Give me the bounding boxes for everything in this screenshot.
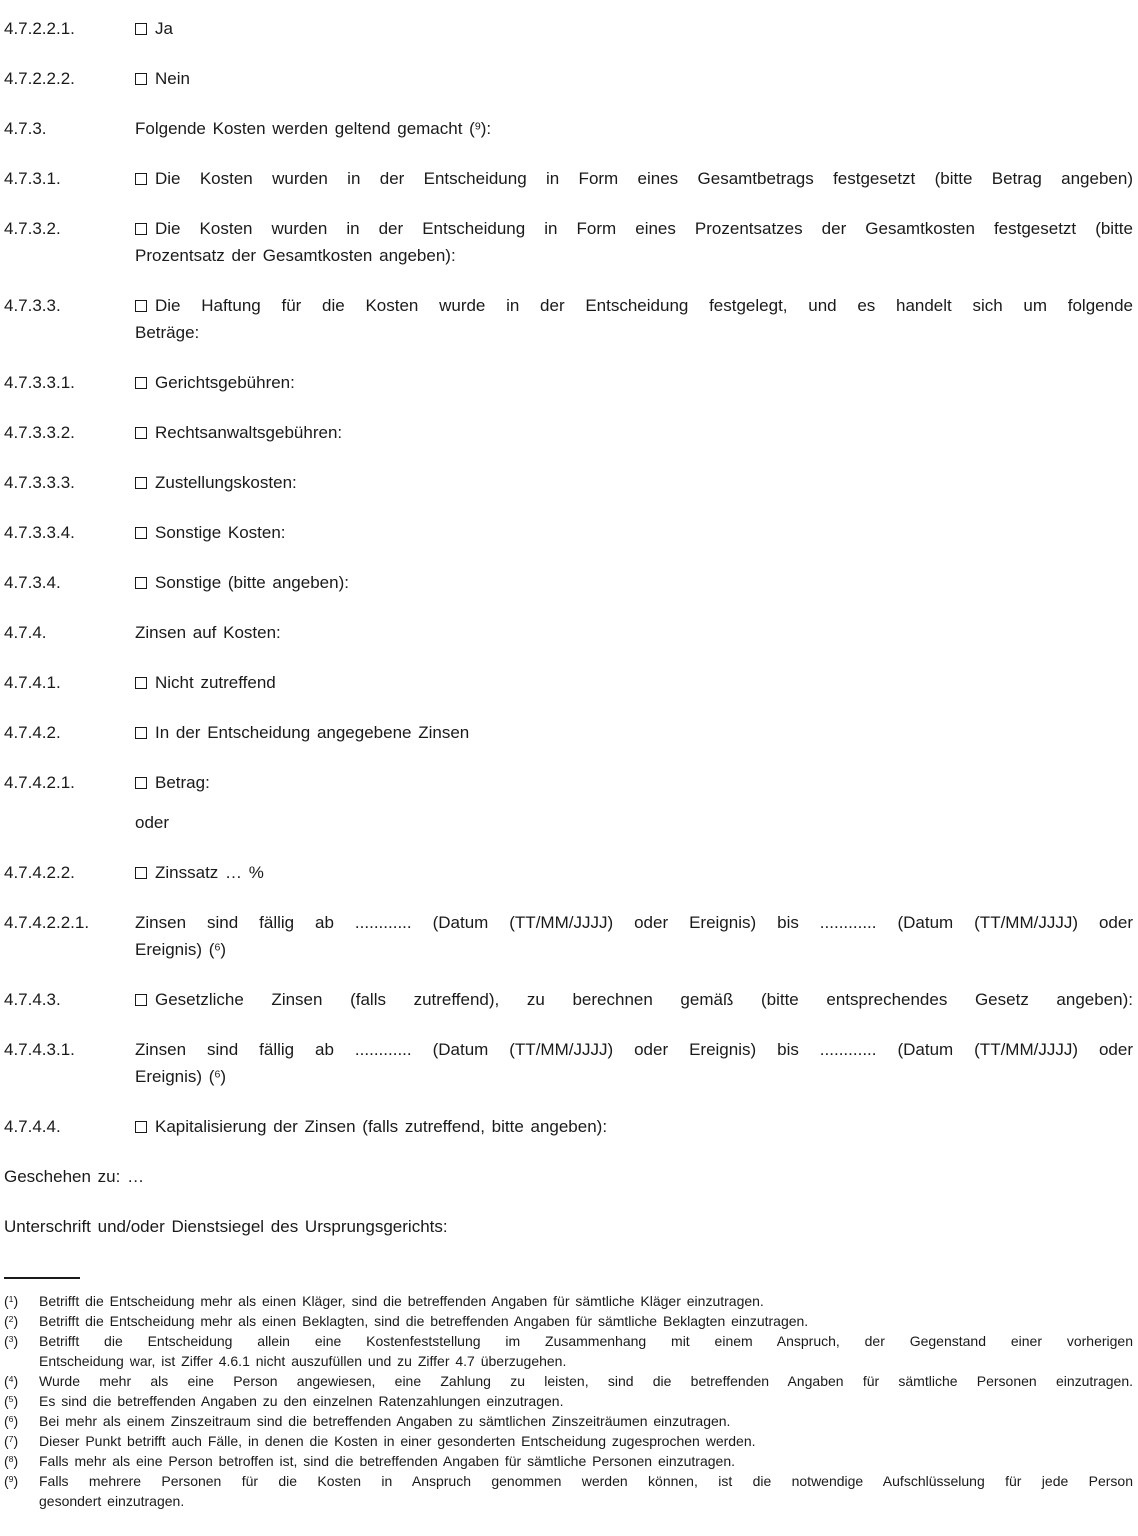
item-text (135, 15, 1133, 42)
text-segment: Betrifft die Entscheidung mehr als einen Beklagten, sind die betreffenden Angaben für sämtliche Beklagten einzutragen. (39, 1313, 809, 1329)
text-segment: Folgende Kosten werden geltend gemacht ( (135, 119, 475, 138)
text-line (135, 242, 1133, 269)
footnote-marker: ($^7$) (4, 1433, 19, 1449)
closing-signature-line: Unterschrift und/oder Dienstsiegel des Ursprungsgerichts: (4, 1217, 448, 1236)
text-line (135, 1036, 1133, 1063)
item-number: 4.7.2.2.2. (4, 69, 75, 88)
item-text (135, 215, 1133, 269)
text-line (39, 1291, 1133, 1311)
text-line (135, 519, 1133, 546)
empty-checkbox[interactable] (135, 527, 147, 539)
item-number: 4.7.3.2. (4, 219, 61, 238)
text-segment: Ja (155, 19, 173, 38)
text-line (39, 1491, 1133, 1511)
text-segment: Zinsen auf Kosten: (135, 623, 281, 642)
text-line (135, 419, 1133, 446)
footnote-marker: ($^6$) (4, 1413, 19, 1429)
text-segment: Betrifft die Entscheidung mehr als einen Kläger, sind die betreffenden Angaben für sämtliche Kläger einzutragen. (39, 1293, 764, 1309)
text-segment: Zinsen sind fällig ab ............ (Datum (TT/MM/JJJJ) oder Ereignis) bis ............ (Datum (TT/MM/JJJJ) oder (135, 913, 1133, 932)
text-line (135, 215, 1133, 242)
empty-checkbox[interactable] (135, 477, 147, 489)
empty-checkbox[interactable] (135, 427, 147, 439)
text-line (135, 319, 1133, 346)
footnote-text (39, 1411, 1133, 1431)
empty-checkbox[interactable] (135, 1121, 147, 1133)
item-number: 4.7.3.4. (4, 573, 61, 592)
text-segment: Zinsen sind fällig ab ............ (Datum (TT/MM/JJJJ) oder Ereignis) bis ............ (Datum (TT/MM/JJJJ) oder (135, 1040, 1133, 1059)
text-segment: Prozentsatz der Gesamtkosten angeben): (135, 246, 456, 265)
item-text (135, 719, 1133, 746)
text-segment: gesondert einzutragen. (39, 1493, 185, 1509)
footnote-text (39, 1331, 1133, 1371)
item-number: 4.7.3. (4, 119, 47, 138)
text-line (135, 369, 1133, 396)
form-item-4-7-4-3-1 (4, 1036, 1133, 1090)
item-text (135, 986, 1133, 1013)
empty-checkbox[interactable] (135, 73, 147, 85)
text-segment: Ereignis) ( (135, 1067, 215, 1086)
text-segment: Wurde mehr als eine Person angewiesen, eine Zahlung zu leisten, sind die betreffenden Angaben für sämtliche Personen einzutragen. (39, 1373, 1133, 1389)
item-text (135, 769, 1133, 796)
footnote-reference: 6 (214, 941, 221, 954)
item-number: 4.7.2.2.1. (4, 19, 75, 38)
text-line (39, 1391, 1133, 1411)
text-segment: Die Haftung für die Kosten wurde in der Entscheidung festgelegt, und es handelt sich um folgende (155, 296, 1133, 315)
item-text (135, 519, 1133, 546)
empty-checkbox[interactable] (135, 994, 147, 1006)
footnote-3 (4, 1331, 1133, 1371)
text-line (135, 569, 1133, 596)
footnote-marker-number: 2 (8, 1314, 14, 1325)
text-segment: Rechtsanwaltsgebühren: (155, 423, 343, 442)
closing-place-line: Geschehen zu: … (4, 1167, 145, 1186)
footnote-marker: ($^1$) (4, 1293, 19, 1309)
footnote-text (39, 1371, 1133, 1391)
item-number: 4.7.4.3. (4, 990, 61, 1009)
footnote-text (39, 1451, 1133, 1471)
text-segment: In der Entscheidung angegebene Zinsen (155, 723, 470, 742)
item-number: 4.7.4.2.2. (4, 863, 75, 882)
empty-checkbox[interactable] (135, 777, 147, 789)
footnote-4 (4, 1371, 1133, 1391)
form-item-4-7-2-2-2 (4, 65, 1133, 92)
text-line (135, 115, 1133, 142)
text-line (39, 1331, 1133, 1351)
form-item-4-7-4-4 (4, 1113, 1133, 1140)
footnote-marker-number: 6 (8, 1414, 14, 1425)
form-item-4-7-4-2 (4, 719, 1133, 746)
item-text (135, 65, 1133, 92)
item-number: 4.7.4.2.2.1. (4, 913, 90, 932)
text-segment: Gesetzliche Zinsen (falls zutreffend), zu berechnen gemäß (bitte entsprechendes Gesetz angeben): (155, 990, 1133, 1009)
text-line (39, 1471, 1133, 1491)
text-segment: Dieser Punkt betrifft auch Fälle, in denen die Kosten in einer gesonderten Entscheidung zugesprochen werden. (39, 1433, 756, 1449)
text-segment: Sonstige (bitte angeben): (155, 573, 349, 592)
footnote-marker-number: 7 (8, 1434, 14, 1445)
text-line (135, 909, 1133, 936)
empty-checkbox[interactable] (135, 867, 147, 879)
text-line (135, 986, 1133, 1013)
footnote-marker-number: 5 (8, 1394, 14, 1405)
text-segment: Betrifft die Entscheidung allein eine Kostenfeststellung im Zusammenhang mit einem Anspruch, der Gegenstand einer vorherigen (39, 1333, 1133, 1349)
text-line (135, 165, 1133, 192)
footnote-2 (4, 1311, 1133, 1331)
empty-checkbox[interactable] (135, 377, 147, 389)
item-number: 4.7.3.3.1. (4, 373, 75, 392)
footnote-1 (4, 1291, 1133, 1311)
text-segment: Sonstige Kosten: (155, 523, 286, 542)
footnote-marker-number: 1 (8, 1294, 14, 1305)
item-number: 4.7.4. (4, 623, 47, 642)
text-line (135, 15, 1133, 42)
text-segment: Zinssatz … % (155, 863, 264, 882)
closing-lines (4, 1163, 1133, 1240)
text-segment: Entscheidung war, ist Ziffer 4.6.1 nicht auszufüllen und zu Ziffer 4.7 überzugehen. (39, 1353, 567, 1369)
text-segment: Es sind die betreffenden Angaben zu den einzelnen Ratenzahlungen einzutragen. (39, 1393, 564, 1409)
form-item-4-7-4-2-2 (4, 859, 1133, 886)
item-text (135, 569, 1133, 596)
text-segment: Betrag: (155, 773, 210, 792)
text-segment: Nicht zutreffend (155, 673, 276, 692)
text-segment: Falls mehr als eine Person betroffen ist, sind die betreffenden Angaben für sämtliche Personen einzutragen. (39, 1453, 736, 1469)
item-text (135, 809, 1133, 836)
item-text (135, 669, 1133, 696)
text-line (135, 1113, 1133, 1140)
empty-checkbox[interactable] (135, 677, 147, 689)
text-line (135, 619, 1133, 646)
item-text (135, 619, 1133, 646)
footnote-text (39, 1291, 1133, 1311)
empty-checkbox[interactable] (135, 223, 147, 235)
item-number: 4.7.4.3.1. (4, 1040, 75, 1059)
text-segment: Nein (155, 69, 190, 88)
form-item-continuation (4, 809, 1133, 836)
text-segment: Bei mehr als einem Zinszeitraum sind die betreffenden Angaben zu sämtlichen Zinszeiträumen einzutragen. (39, 1413, 731, 1429)
footnote-text (39, 1391, 1133, 1411)
text-segment: Kapitalisierung der Zinsen (falls zutreffend, bitte angeben): (155, 1117, 608, 1136)
text-line (39, 1371, 1133, 1391)
item-text (135, 859, 1133, 886)
text-line (135, 719, 1133, 746)
form-item-4-7-4-2-1 (4, 769, 1133, 796)
item-number: 4.7.3.3. (4, 296, 61, 315)
footnote-text (39, 1471, 1133, 1511)
form-item-4-7-2-2-1 (4, 15, 1133, 42)
text-segment: Zustellungskosten: (155, 473, 297, 492)
footnote-reference: 6 (214, 1068, 221, 1081)
item-text (135, 1113, 1133, 1140)
item-number: 4.7.3.1. (4, 169, 61, 188)
item-number: 4.7.3.3.2. (4, 423, 75, 442)
text-line (135, 769, 1133, 796)
empty-checkbox[interactable] (135, 727, 147, 739)
text-line (135, 859, 1133, 886)
footnote-marker: ($^8$) (4, 1453, 19, 1469)
empty-checkbox[interactable] (135, 23, 147, 35)
text-segment: ) (220, 940, 226, 959)
text-segment: Falls mehrere Personen für die Kosten in Anspruch genommen werden können, ist die notwendige Aufschlüsselung für jede Person (39, 1473, 1133, 1489)
form-item-4-7-3-3-1 (4, 369, 1133, 396)
text-segment: Gerichtsgebühren: (155, 373, 295, 392)
item-text (135, 469, 1133, 496)
item-number: 4.7.3.3.3. (4, 473, 75, 492)
footnote-5 (4, 1391, 1133, 1411)
text-segment: oder (135, 813, 170, 832)
empty-checkbox[interactable] (135, 173, 147, 185)
form-item-4-7-4-3 (4, 986, 1133, 1013)
footnote-7 (4, 1431, 1133, 1451)
item-number: 4.7.3.3.4. (4, 523, 75, 542)
text-line (39, 1431, 1133, 1451)
text-segment: Die Kosten wurden in der Entscheidung in Form eines Gesamtbetrags festgesetzt (bitte Betrag angeben) (155, 169, 1133, 188)
text-segment: ) (220, 1067, 226, 1086)
footnote-8 (4, 1451, 1133, 1471)
form-item-4-7-3-3-4 (4, 519, 1133, 546)
item-text (135, 115, 1133, 142)
form-item-4-7-3-1 (4, 165, 1133, 192)
text-line (135, 292, 1133, 319)
form-item-4-7-3-4 (4, 569, 1133, 596)
text-line (135, 809, 1133, 836)
form-item-4-7-3-3 (4, 292, 1133, 346)
footnote-marker: ($^4$) (4, 1373, 19, 1389)
form-item-4-7-3-3-3 (4, 469, 1133, 496)
form-item-4-7-4-1 (4, 669, 1133, 696)
item-text (135, 1036, 1133, 1090)
footnote-marker: ($^3$) (4, 1333, 19, 1349)
text-line (135, 469, 1133, 496)
text-line (135, 65, 1133, 92)
text-segment: Ereignis) ( (135, 940, 215, 959)
item-number: 4.7.4.2.1. (4, 773, 75, 792)
form-item-4-7-3-3-2 (4, 419, 1133, 446)
text-line (39, 1411, 1133, 1431)
form-item-4-7-3-2 (4, 215, 1133, 269)
footnote-text (39, 1431, 1133, 1451)
form-item-4-7-4 (4, 619, 1133, 646)
footnote-marker-number: 4 (8, 1374, 14, 1385)
item-text (135, 369, 1133, 396)
footnote-marker-number: 8 (8, 1454, 14, 1465)
text-line (39, 1451, 1133, 1471)
footnote-reference: 9 (474, 120, 481, 133)
footnote-marker: ($^9$) (4, 1473, 19, 1489)
form-item-list (4, 15, 1133, 1140)
item-number: 4.7.4.4. (4, 1117, 61, 1136)
footnote-6 (4, 1411, 1133, 1431)
item-text (135, 292, 1133, 346)
item-number: 4.7.4.1. (4, 673, 61, 692)
empty-checkbox[interactable] (135, 577, 147, 589)
footnote-9 (4, 1471, 1133, 1511)
text-line (135, 669, 1133, 696)
text-line (39, 1351, 1133, 1371)
footnote-separator (4, 1277, 80, 1279)
empty-checkbox[interactable] (135, 300, 147, 312)
text-line (135, 1063, 1133, 1090)
item-number (4, 809, 135, 836)
form-item-4-7-3 (4, 115, 1133, 142)
item-text (135, 165, 1133, 192)
form-item-4-7-4-2-2-1 (4, 909, 1133, 963)
footnote-text (39, 1311, 1133, 1331)
text-segment: ): (480, 119, 492, 138)
text-segment: Die Kosten wurden in der Entscheidung in Form eines Prozentsatzes der Gesamtkosten festgesetzt (bitte (155, 219, 1133, 238)
footnotes (4, 1291, 1133, 1511)
text-segment: Beträge: (135, 323, 200, 342)
footnote-marker: ($^5$) (4, 1393, 19, 1409)
item-number: 4.7.4.2. (4, 723, 61, 742)
item-text (135, 909, 1133, 963)
footnote-marker-number: 9 (8, 1474, 14, 1485)
text-line (135, 936, 1133, 963)
item-text (135, 419, 1133, 446)
footnote-marker: ($^2$) (4, 1313, 19, 1329)
footnote-marker-number: 3 (8, 1334, 14, 1345)
text-line (39, 1311, 1133, 1331)
